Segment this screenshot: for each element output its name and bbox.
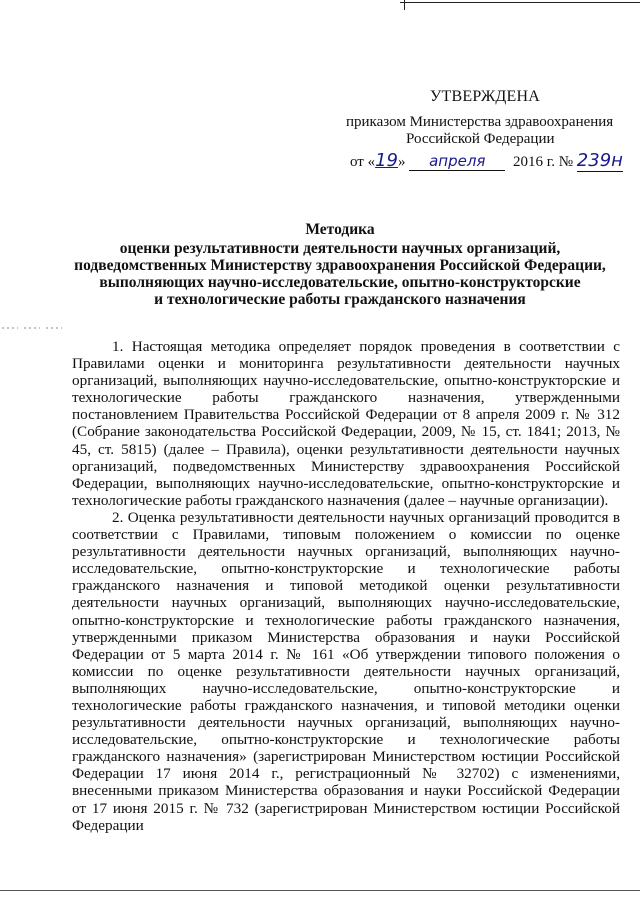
date-year: 2016 г. № [513,154,574,170]
approval-line-order: приказом Министерства здравоохранения [346,114,614,130]
approval-date-line [350,150,623,171]
date-prefix: от « [350,154,376,170]
paragraph-2: 2. Оценка результативности деятельности научных организаций проводится в соответствии с Правилами, типовым положением о комиссии по оценке результативности деятельности научных организаций, выполняющих научно-исследовательские, опытно-конструкторские и технологические работы гражданского назначения и типовой методикой оценки результативности деятельности научных организаций, выполняющих научно-исследовательские, опытно-конструкторские и технологические работы гражданского назначения, утвержденными приказом Министерства образования и науки Российской Федерации от 5 марта 2014 г. № 161 «Об утверждении типового положения о комиссии по оценке результативности деятельности научных организаций, выполняющих научно-исследовательские, опытно-конструкторские и технологические работы гражданского назначения, и типовой методики оценки результативности деятельности научных организаций, выполняющих научно-исследовательские, опытно-конструкторские и технологические работы гражданского назначения» (зарегистрирован Министерством юстиции Российской Федерации 17 июня 2014 г., регистрационный № 32702) с изменениями, внесенными приказом Министерства образования и науки Российской Федерации от 17 июня 2015 г. № 732 (зарегистрирован Министерством юстиции Российской Федерации [72,508,620,834]
scan-top-line [400,2,640,3]
scan-top-tick [404,0,405,10]
document-title [60,221,620,308]
paragraph-1: 1. Настоящая методика определяет порядок проведения в соответствии с Правилами оценки и мониторинга результативности деятельности научных организаций, выполняющих научно-исследовательские, опытно-конструкторские и технологические работы гражданского назначения, утвержденными постановлением Правительства Российской Федерации от 8 апреля 2009 г. № 312 (Собрание законодательства Российской Федерации, 2009, № 15, ст. 1841; 2013, № 45, ст. 5815) (далее – Правила), оценки результативности деятельности научных организаций, подведомственных Министерству здравоохранения Российской Федерации, выполняющих научно-исследовательские, опытно-конструкторские и технологические работы гражданского назначения (далее – научные организации). [72,338,620,509]
margin-stamp-mark [0,316,70,340]
title-line-5: и технологические работы гражданского назначения [154,291,526,308]
title-line-3: подведомственных Министерству здравоохранения Российской Федерации, [74,257,606,274]
scan-bottom-line [0,890,640,891]
title-line-4: выполняющих научно-исследовательские, опытно-конструкторские [99,274,581,291]
title-line-1: Методика [305,221,375,238]
date-day-handwritten: 19 [375,150,399,171]
title-line-2: оценки результативности деятельности научных организаций, [119,240,561,257]
date-mid: » [398,154,410,170]
date-month-handwritten: апреля [409,152,505,171]
approval-heading: УТВЕРЖДЕНА [430,88,541,105]
document-body [72,338,620,834]
order-number-handwritten: 239н [576,150,623,171]
approval-line-country: Российской Федерации [406,131,555,147]
